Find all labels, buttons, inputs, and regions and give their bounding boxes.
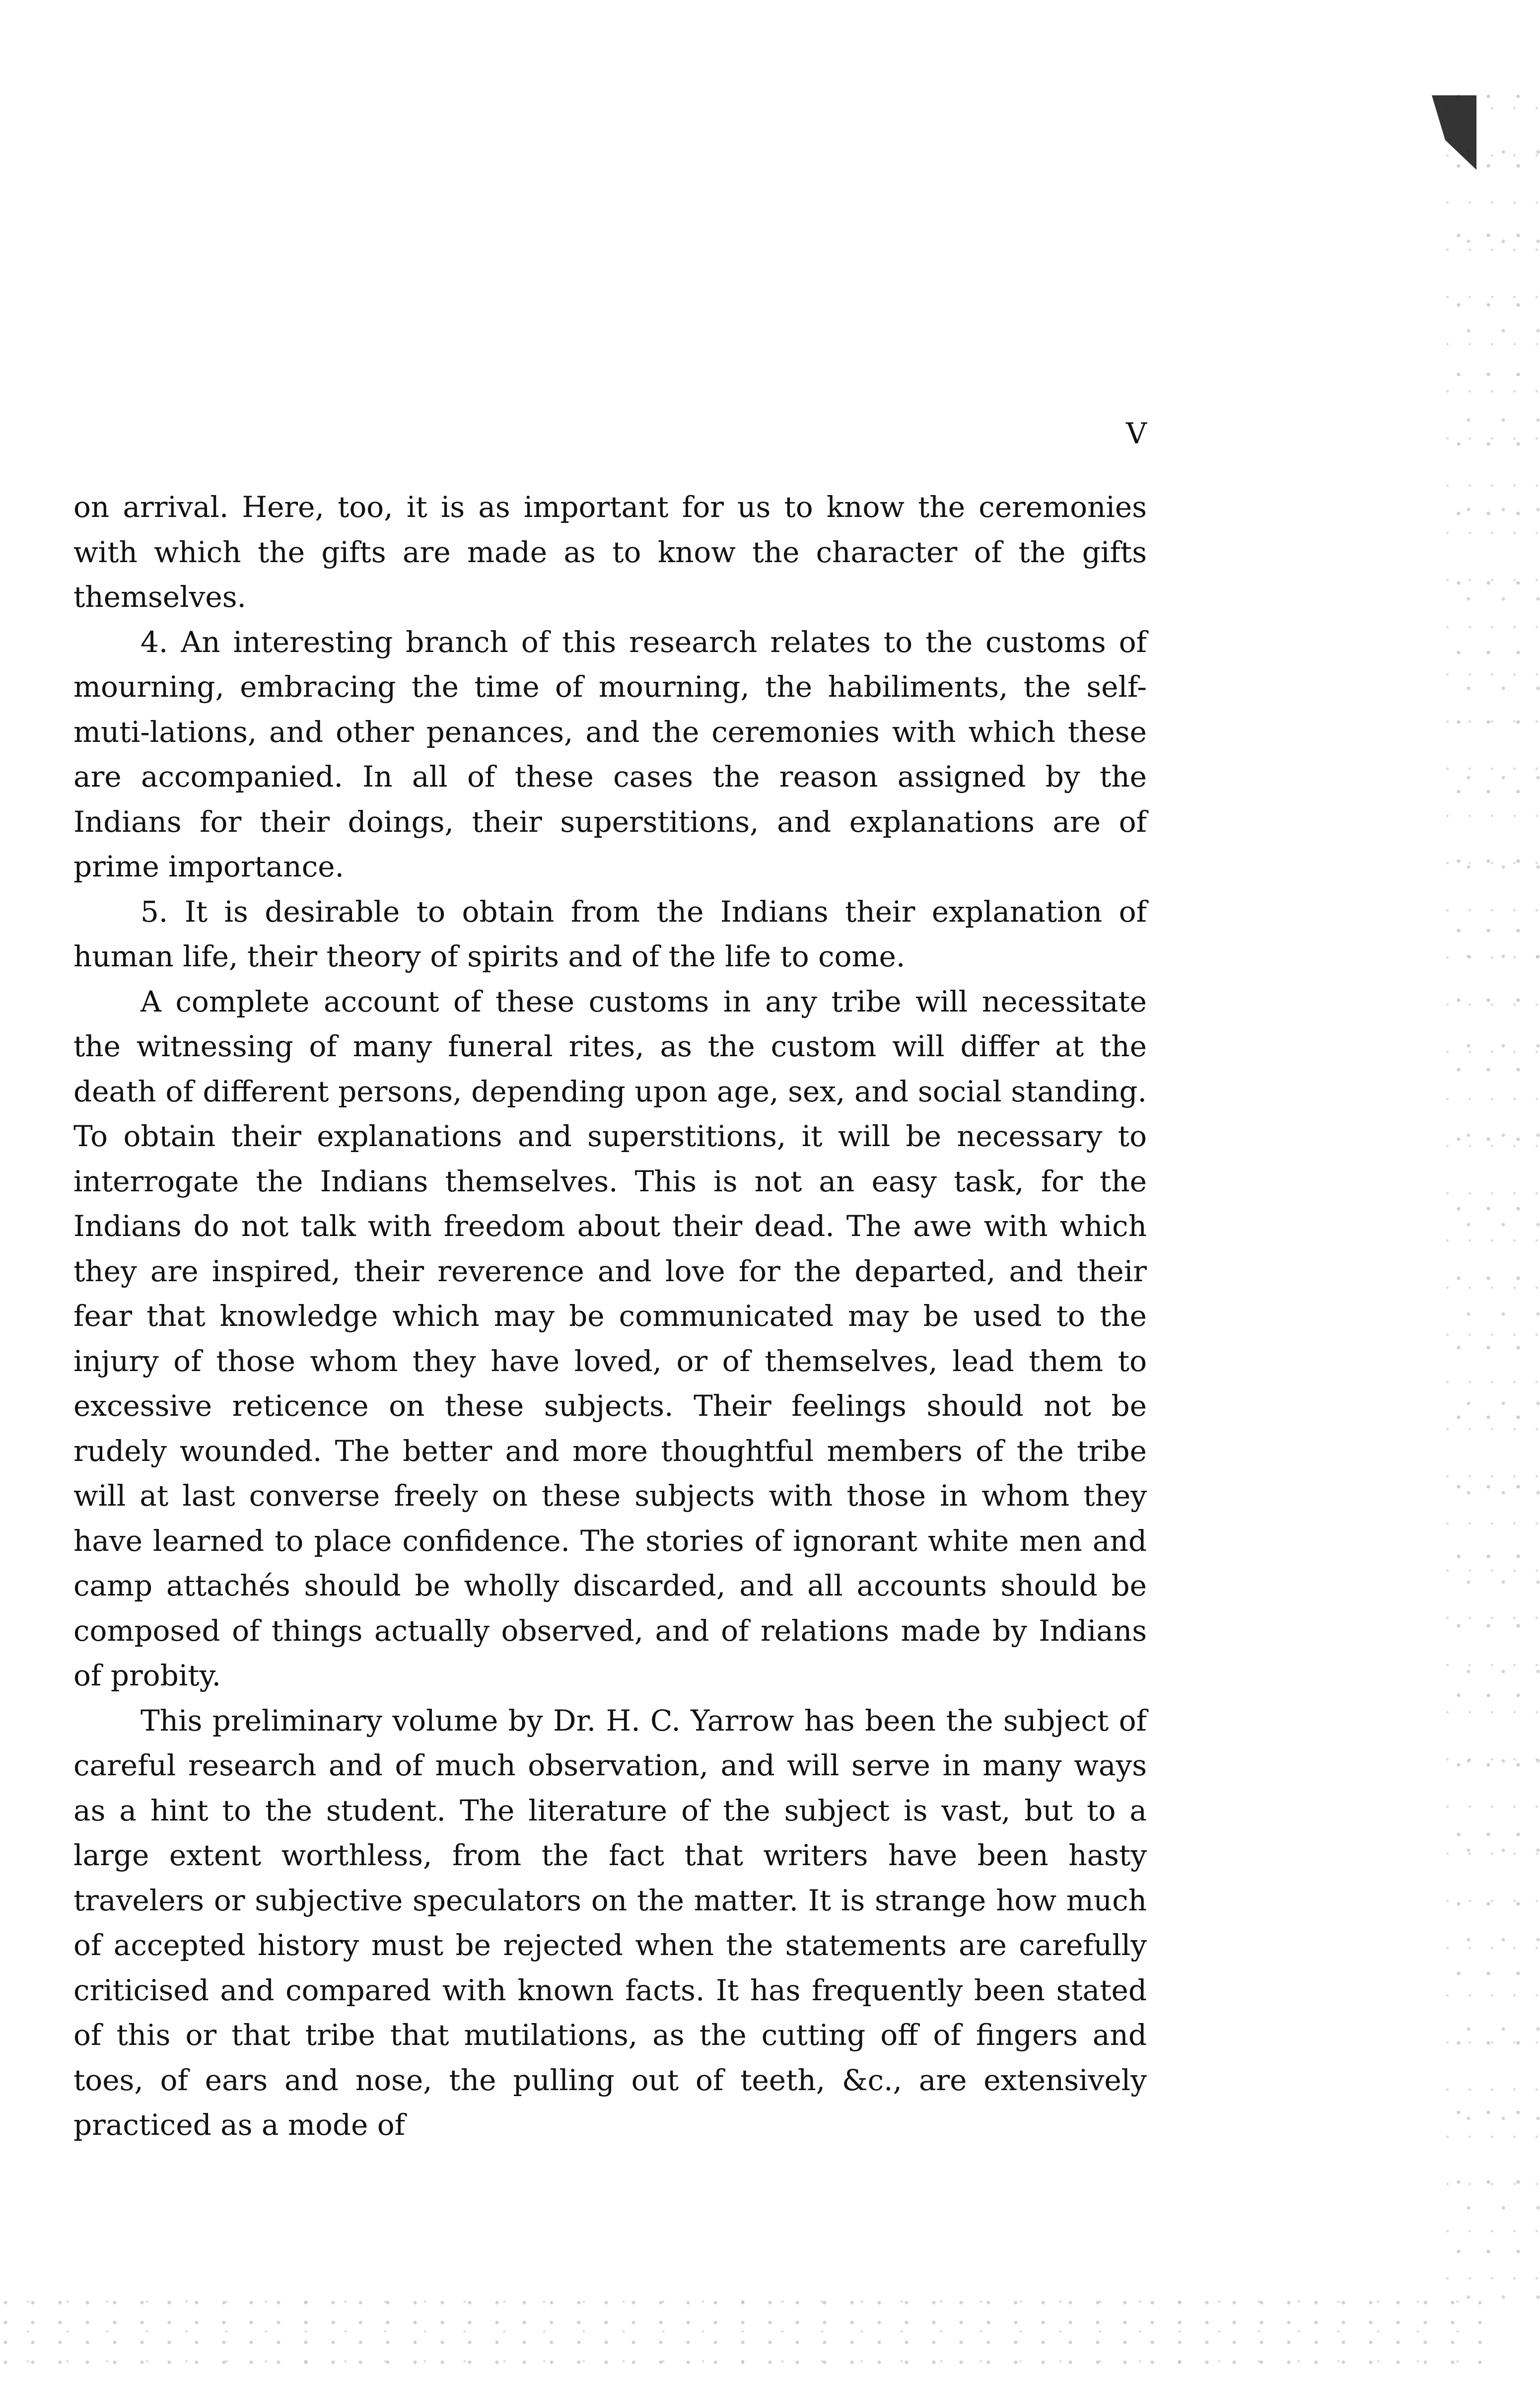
- page-number: V: [1126, 417, 1147, 450]
- paragraph-2: 4. An interesting branch of this research relates to the customs of mourning, embracing the time of mourning, the habiliments, the self-muti-lations, and other penances, and the ceremonies with which these are accompanied. In all of these cases the reason assigned by the Indians for their doings, their superstitions, and explanations are of prime importance.: [73, 625, 1147, 883]
- paragraph-1: on arrival. Here, too, it is as important for us to know the ceremonies with which the gifts are made as to know the character of the gifts themselves.: [73, 490, 1147, 614]
- paragraph-5: This preliminary volume by Dr. H. C. Yarrow has been the subject of careful research and of much observation, and will serve in many ways as a hint to the student. The literature of the subject is vast, but to a large extent worthless, from the fact that writers have been hasty travelers or subjective speculators on the matter. It is strange how much of accepted history must be rejected when the statements are carefully criticised and compared with known facts. It has frequently been stated of this or that tribe that mutilations, as the cutting off of fingers and toes, of ears and nose, the pulling out of teeth, &c., are extensively practiced as a mode of: [73, 1703, 1147, 2142]
- paragraph-4: A complete account of these customs in any tribe will necessitate the witnessing of many funeral rites, as the custom will differ at the death of different persons, depending upon age, sex, and social standing. To obtain their explanations and superstitions, it will be necessary to interrogate the Indians themselves. This is not an easy task, for the Indians do not talk with freedom about their dead. The awe with which they are inspired, their reverence and love for the departed, and their fear that knowledge which may be communicated may be used to the injury of those whom they have loved, or of themselves, lead them to excessive reticence on these subjects. Their feelings should not be rudely wounded. The better and more thoughtful members of the tribe will at last converse freely on these subjects with those in whom they have learned to place confidence. The stories of ignorant white men and camp attachés should be wholly discarded, and all accounts should be composed of things actually observed, and of relations made by Indians of probity.: [73, 984, 1147, 1692]
- paragraph-3: 5. It is desirable to obtain from the Indians their explanation of human life, their theory of spirits and of the life to come.: [73, 894, 1147, 973]
- scan-edge-right: [1441, 89, 1540, 2299]
- scan-edge-bottom: [0, 2293, 1489, 2367]
- body-text: [73, 485, 1147, 2148]
